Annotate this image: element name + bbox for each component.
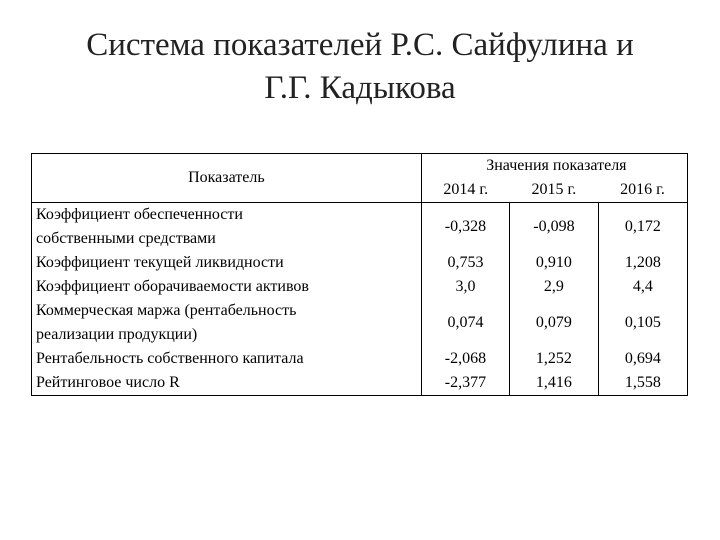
value-line: 1,416 [535,374,572,391]
indicator-name-line: Коммерческая маржа (рентабельность [36,302,297,319]
value-cell: 0,105 [598,299,687,347]
row-indicator-name [32,299,422,347]
row-indicator-name [32,347,422,396]
table-row [32,251,688,299]
value-cell: 0,172 [598,203,687,252]
indicator-name-line: реализации продукции) [36,326,198,343]
value-line: 0,694 [624,350,661,367]
table-row [32,203,688,252]
column-header-year: 2016 г. [598,178,687,203]
value-cell [598,251,687,299]
column-header-indicator: Показатель [32,154,422,203]
indicator-name-line: собственными средствами [36,230,216,247]
slide-title [0,24,720,110]
value-line: 0,753 [447,254,484,271]
value-cell [510,347,598,396]
value-line: 3,0 [455,278,476,295]
indicator-name-line: Коэффициент обеспеченности [36,206,243,223]
value-cell [598,347,687,396]
value-line: 1,208 [624,254,661,271]
value-cell [510,251,598,299]
value-line: -2,377 [444,374,487,391]
indicator-name-line: Коэффициент оборачиваемости активов [36,278,309,295]
value-cell [421,251,509,299]
column-header-year: 2014 г. [421,178,509,203]
indicator-name-line: Рейтинговое число R [36,374,180,391]
indicators-table [31,153,688,396]
table-header-row [32,154,688,179]
row-indicator-name [32,203,422,252]
indicator-name-line: Коэффициент текущей ликвидности [36,254,284,271]
value-cell: -0,328 [421,203,509,252]
value-line: 0,910 [535,254,572,271]
value-line: 4,4 [632,278,653,295]
table-row [32,299,688,347]
column-header-values-group: Значения показателя [421,154,687,179]
slide-title-line-2: Г.Г. Кадыкова [264,70,456,106]
value-line: 2,9 [543,278,564,295]
value-cell: 0,079 [510,299,598,347]
value-line: 1,558 [624,374,661,391]
value-cell: 0,074 [421,299,509,347]
column-header-year: 2015 г. [510,178,598,203]
table-row [32,347,688,396]
indicator-name-line: Рентабельность собственного капитала [36,350,304,367]
value-cell [421,347,509,396]
value-cell: -0,098 [510,203,598,252]
row-indicator-name [32,251,422,299]
value-line: -2,068 [444,350,487,367]
slide-title-line-1: Система показателей Р.С. Сайфулина и [86,27,634,63]
value-line: 1,252 [535,350,572,367]
